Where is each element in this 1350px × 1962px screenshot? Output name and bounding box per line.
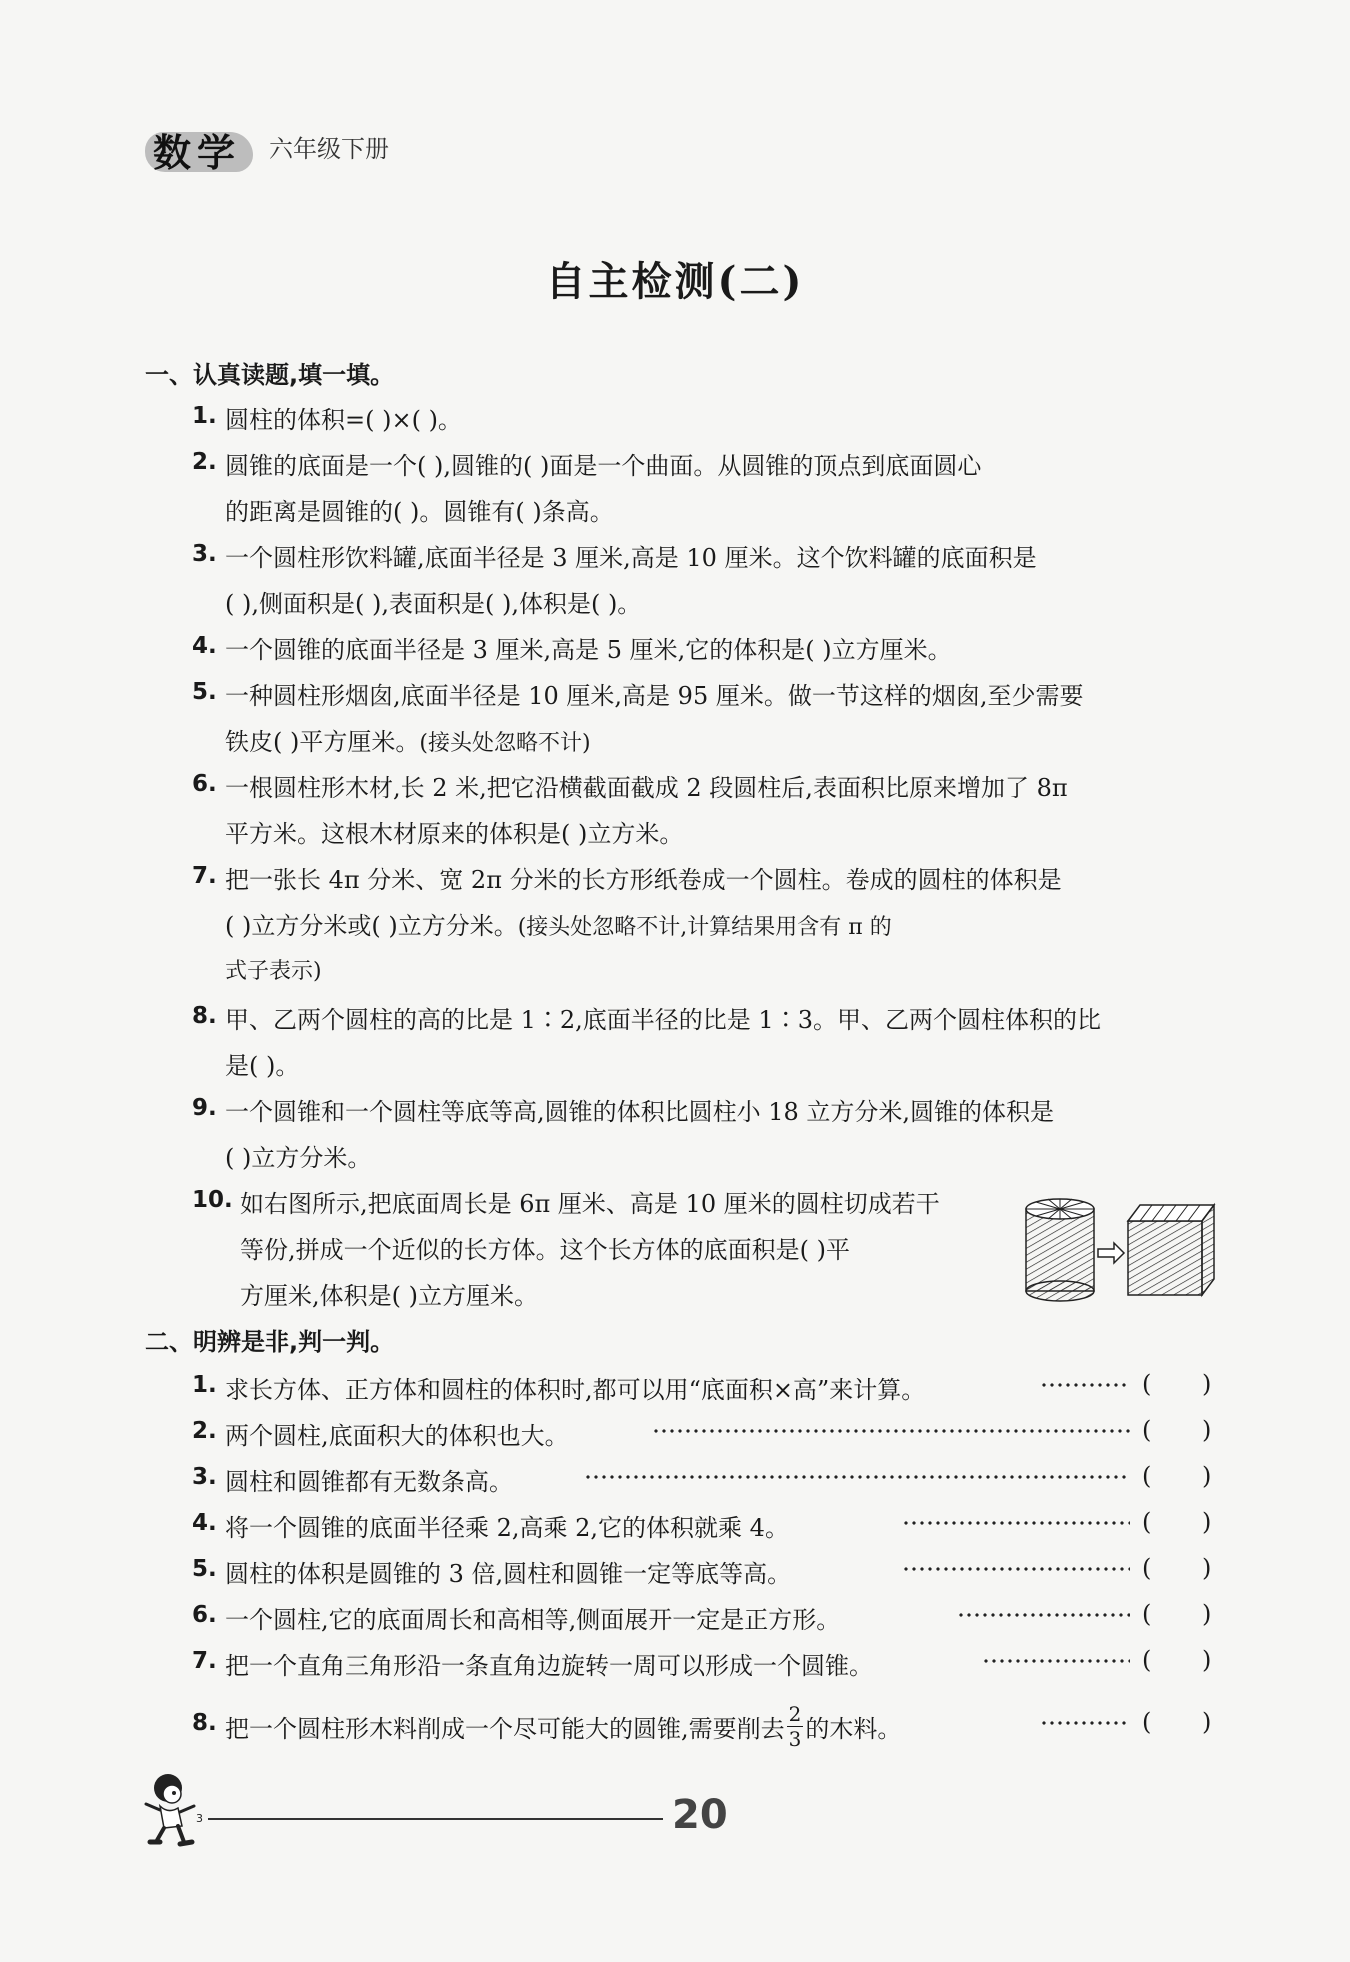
item-number: 1. bbox=[192, 1372, 217, 1398]
book-header bbox=[145, 118, 389, 174]
question-text: ( ),侧面积是( ),表面积是( ),体积是( )。 bbox=[225, 590, 642, 618]
answer-paren-left[interactable]: ( bbox=[1142, 1462, 1152, 1490]
item-text: 圆柱的体积是圆锥的 3 倍,圆柱和圆锥一定等底等高。 bbox=[225, 1560, 792, 1588]
question-number: 5. bbox=[192, 679, 217, 705]
dot-leader bbox=[902, 1520, 1130, 1526]
answer-paren-right[interactable]: ) bbox=[1202, 1646, 1212, 1674]
question-text: 一个圆柱形饮料罐,底面半径是 3 厘米,高是 10 厘米。这个饮料罐的底面积是 bbox=[225, 544, 1037, 572]
section-heading-fill-in: 一、认真读题,填一填。 bbox=[145, 361, 395, 389]
question-text: 把一张长 4π 分米、宽 2π 分米的长方形纸卷成一个圆柱。卷成的圆柱的体积是 bbox=[225, 866, 1062, 894]
question-number: 8. bbox=[192, 1003, 217, 1029]
dot-leader bbox=[982, 1658, 1130, 1664]
item-number: 8. bbox=[192, 1710, 217, 1736]
question-number: 10. bbox=[192, 1187, 233, 1213]
dot-leader bbox=[902, 1566, 1130, 1572]
cylinder-icon bbox=[1026, 1199, 1094, 1301]
svg-text:3: 3 bbox=[196, 1812, 203, 1825]
item-number: 6. bbox=[192, 1602, 217, 1628]
answer-paren-right[interactable]: ) bbox=[1202, 1600, 1212, 1628]
item-number: 5. bbox=[192, 1556, 217, 1582]
answer-paren-right[interactable]: ) bbox=[1202, 1370, 1212, 1398]
answer-paren-right[interactable]: ) bbox=[1202, 1508, 1212, 1536]
question-number: 2. bbox=[192, 449, 217, 475]
question-number: 1. bbox=[192, 403, 217, 429]
item-text: 两个圆柱,底面积大的体积也大。 bbox=[225, 1422, 569, 1450]
question-text-part: 铁皮( )平方厘米。 bbox=[225, 728, 420, 756]
answer-paren-left[interactable]: ( bbox=[1142, 1600, 1152, 1628]
question-text: 是( )。 bbox=[225, 1052, 300, 1080]
question-text: 平方米。这根木材原来的体积是( )立方米。 bbox=[225, 820, 684, 848]
question-number: 9. bbox=[192, 1095, 217, 1121]
question-text: 方厘米,体积是( )立方厘米。 bbox=[240, 1282, 538, 1310]
answer-paren-left[interactable]: ( bbox=[1142, 1370, 1152, 1398]
judgement-item bbox=[192, 1508, 1222, 1542]
subject-label: 数学 bbox=[153, 131, 242, 175]
dot-leader bbox=[1040, 1382, 1130, 1388]
question-text: 一个圆锥和一个圆柱等底等高,圆锥的体积比圆柱小 18 立方分米,圆锥的体积是 bbox=[225, 1098, 1055, 1126]
grade-label: 六年级下册 bbox=[269, 135, 389, 163]
dot-leader bbox=[652, 1428, 1130, 1434]
arrow-right-icon bbox=[1098, 1243, 1124, 1263]
answer-paren-left[interactable]: ( bbox=[1142, 1646, 1152, 1674]
question-text: 甲、乙两个圆柱的高的比是 1∶2,底面半径的比是 1∶3。甲、乙两个圆柱体积的比 bbox=[225, 1006, 1101, 1034]
judgement-item bbox=[192, 1600, 1222, 1634]
dot-leader bbox=[957, 1612, 1130, 1618]
question-text: ( )立方分米。 bbox=[225, 1144, 372, 1172]
answer-paren-right[interactable]: ) bbox=[1202, 1708, 1212, 1736]
question-number: 7. bbox=[192, 863, 217, 889]
answer-paren-left[interactable]: ( bbox=[1142, 1416, 1152, 1444]
answer-paren-right[interactable]: ) bbox=[1202, 1462, 1212, 1490]
item-text: 将一个圆锥的底面半径乘 2,高乘 2,它的体积就乘 4。 bbox=[225, 1514, 789, 1542]
fraction bbox=[787, 1704, 804, 1749]
question-number: 6. bbox=[192, 771, 217, 797]
question-text: 圆锥的底面是一个( ),圆锥的( )面是一个曲面。从圆锥的顶点到底面圆心 bbox=[225, 452, 982, 480]
page-number: 20 bbox=[672, 1792, 728, 1838]
footer-rule bbox=[208, 1818, 663, 1820]
item-text bbox=[225, 1702, 902, 1753]
question-text: 等份,拼成一个近似的长方体。这个长方体的底面积是( )平 bbox=[240, 1236, 850, 1264]
question-text: 如右图所示,把底面周长是 6π 厘米、高是 10 厘米的圆柱切成若干 bbox=[240, 1190, 940, 1218]
mascot-icon bbox=[138, 1770, 208, 1850]
item-text: 把一个直角三角形沿一条直角边旋转一周可以形成一个圆锥。 bbox=[225, 1652, 873, 1680]
section-heading-true-false: 二、明辨是非,判一判。 bbox=[145, 1328, 395, 1356]
judgement-item bbox=[192, 1370, 1222, 1404]
page-title: 自主检测(二) bbox=[545, 258, 805, 305]
answer-paren-right[interactable]: ) bbox=[1202, 1554, 1212, 1582]
answer-paren-left[interactable]: ( bbox=[1142, 1508, 1152, 1536]
question-number: 4. bbox=[192, 633, 217, 659]
dot-leader bbox=[584, 1474, 1130, 1480]
subject-badge bbox=[145, 118, 255, 174]
item-text: 一个圆柱,它的底面周长和高相等,侧面展开一定是正方形。 bbox=[225, 1606, 841, 1634]
answer-paren-left[interactable]: ( bbox=[1142, 1708, 1152, 1736]
question-text: 的距离是圆锥的( )。圆锥有( )条高。 bbox=[225, 498, 614, 526]
item-text: 求长方体、正方体和圆柱的体积时,都可以用“底面积×高”来计算。 bbox=[225, 1376, 926, 1404]
fraction-denominator: 3 bbox=[788, 1727, 802, 1751]
cylinder-to-cuboid-figure bbox=[1022, 1195, 1222, 1305]
answer-paren-right[interactable]: ) bbox=[1202, 1416, 1212, 1444]
judgement-item bbox=[192, 1416, 1222, 1450]
question-note: (接头处忽略不计,计算结果用含有 π 的 bbox=[517, 915, 892, 940]
item-number: 4. bbox=[192, 1510, 217, 1536]
question-text: 圆柱的体积=( )×( )。 bbox=[225, 406, 462, 434]
judgement-item bbox=[192, 1462, 1222, 1496]
question-text: 一根圆柱形木材,长 2 米,把它沿横截面截成 2 段圆柱后,表面积比原来增加了 8π bbox=[225, 774, 1068, 802]
item-number: 7. bbox=[192, 1648, 217, 1674]
question-note: 式子表示) bbox=[225, 959, 322, 984]
item-text-after: 的木料。 bbox=[805, 1715, 902, 1743]
question-note: (接头处忽略不计) bbox=[419, 731, 591, 756]
dot-leader bbox=[1040, 1720, 1130, 1726]
answer-paren-left[interactable]: ( bbox=[1142, 1554, 1152, 1582]
question-text bbox=[225, 906, 892, 941]
judgement-item bbox=[192, 1554, 1222, 1588]
item-text-before: 把一个圆柱形木料削成一个尽可能大的圆锥,需要削去 bbox=[225, 1715, 785, 1743]
question-text: 一个圆锥的底面半径是 3 厘米,高是 5 厘米,它的体积是( )立方厘米。 bbox=[225, 636, 952, 664]
question-number: 3. bbox=[192, 541, 217, 567]
cuboid-icon bbox=[1128, 1205, 1214, 1295]
item-number: 2. bbox=[192, 1418, 217, 1444]
judgement-item bbox=[192, 1702, 1222, 1751]
item-text: 圆柱和圆锥都有无数条高。 bbox=[225, 1468, 513, 1496]
fraction-numerator: 2 bbox=[788, 1702, 802, 1726]
question-text: 一种圆柱形烟囱,底面半径是 10 厘米,高是 95 厘米。做一节这样的烟囱,至少需要 bbox=[225, 682, 1084, 710]
question-text-part: ( )立方分米或( )立方分米。 bbox=[225, 912, 518, 940]
item-number: 3. bbox=[192, 1464, 217, 1490]
question-text bbox=[225, 722, 591, 757]
judgement-item bbox=[192, 1646, 1222, 1680]
